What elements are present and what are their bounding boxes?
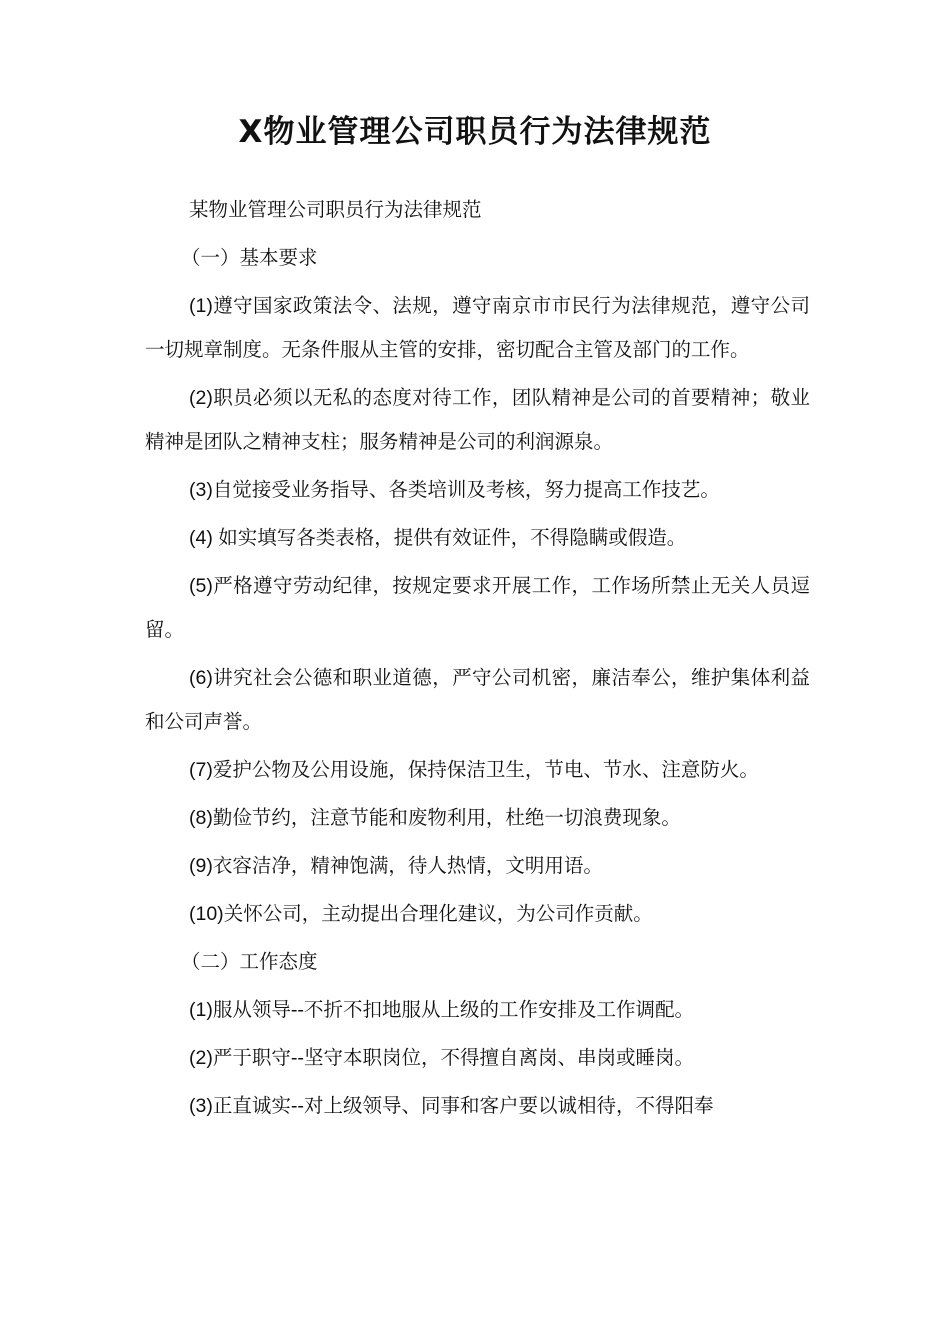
list-item [145, 376, 810, 464]
item-number: (9) [189, 855, 213, 877]
list-item [145, 564, 810, 652]
item-number: (4) [189, 527, 219, 549]
section-heading-basic-requirements [145, 236, 810, 280]
item-number: (5) [189, 575, 213, 597]
list-item [145, 468, 810, 512]
section-heading-text: （一）基本要求 [181, 246, 318, 269]
paragraph-text: 某物业管理公司职员行为法律规范 [189, 198, 482, 221]
item-text: 如实填写各类表格，提供有效证件，不得隐瞒或假造。 [218, 526, 687, 549]
item-text: 自觉接受业务指导、各类培训及考核，努力提高工作技艺。 [212, 478, 720, 501]
list-item [145, 796, 810, 840]
item-text: 严格遵守劳动纪律，按规定要求开展工作，工作场所禁止无关人员逗留。 [145, 574, 810, 641]
item-text: 关怀公司，主动提出合理化建议，为公司作贡献。 [223, 902, 653, 925]
list-item [145, 516, 810, 560]
document-title: X物业管理公司职员行为法律规范 [238, 114, 712, 150]
item-number: (1) [189, 295, 213, 317]
item-text: 严于职守--坚守本职岗位，不得擅自离岗、串岗或睡岗。 [212, 1046, 695, 1069]
list-item [145, 748, 810, 792]
item-number: (3) [189, 1095, 213, 1117]
item-text: 正直诚实--对上级领导、同事和客户要以诚相待，不得阳奉 [212, 1094, 714, 1117]
item-text: 讲究社会公德和职业道德，严守公司机密，廉洁奉公，维护集体利益和公司声誉。 [145, 666, 810, 733]
item-text: 职员必须以无私的态度对待工作，团队精神是公司的首要精神；敬业精神是团队之精神支柱；服务精神是公司的利润源泉。 [145, 386, 810, 453]
list-item [145, 284, 810, 372]
section-heading-work-attitude [145, 940, 810, 984]
item-number: (2) [189, 387, 213, 409]
list-item [145, 1084, 810, 1128]
list-item [145, 844, 810, 888]
paragraph-intro [145, 188, 810, 232]
item-text: 衣容洁净，精神饱满，待人热情，文明用语。 [212, 854, 603, 877]
item-text: 爱护公物及公用设施，保持保洁卫生，节电、节水、注意防火。 [212, 758, 759, 781]
item-number: (10) [189, 903, 224, 925]
list-item [145, 988, 810, 1032]
item-number: (7) [189, 759, 213, 781]
item-text: 服从领导--不折不扣地服从上级的工作安排及工作调配。 [212, 998, 695, 1021]
list-item [145, 1036, 810, 1080]
item-text: 遵守国家政策法令、法规，遵守南京市市民行为法律规范，遵守公司一切规章制度。无条件服从主管的安排，密切配合主管及部门的工作。 [145, 294, 810, 361]
document-body [145, 188, 810, 1132]
item-number: (6) [189, 667, 213, 689]
list-item [145, 656, 810, 744]
section-heading-text: （二）工作态度 [181, 950, 318, 973]
item-number: (8) [189, 807, 213, 829]
item-text: 勤俭节约，注意节能和废物利用，杜绝一切浪费现象。 [212, 806, 681, 829]
item-number: (3) [189, 479, 213, 501]
item-number: (2) [189, 1047, 213, 1069]
item-number: (1) [189, 999, 213, 1021]
list-item [145, 892, 810, 936]
